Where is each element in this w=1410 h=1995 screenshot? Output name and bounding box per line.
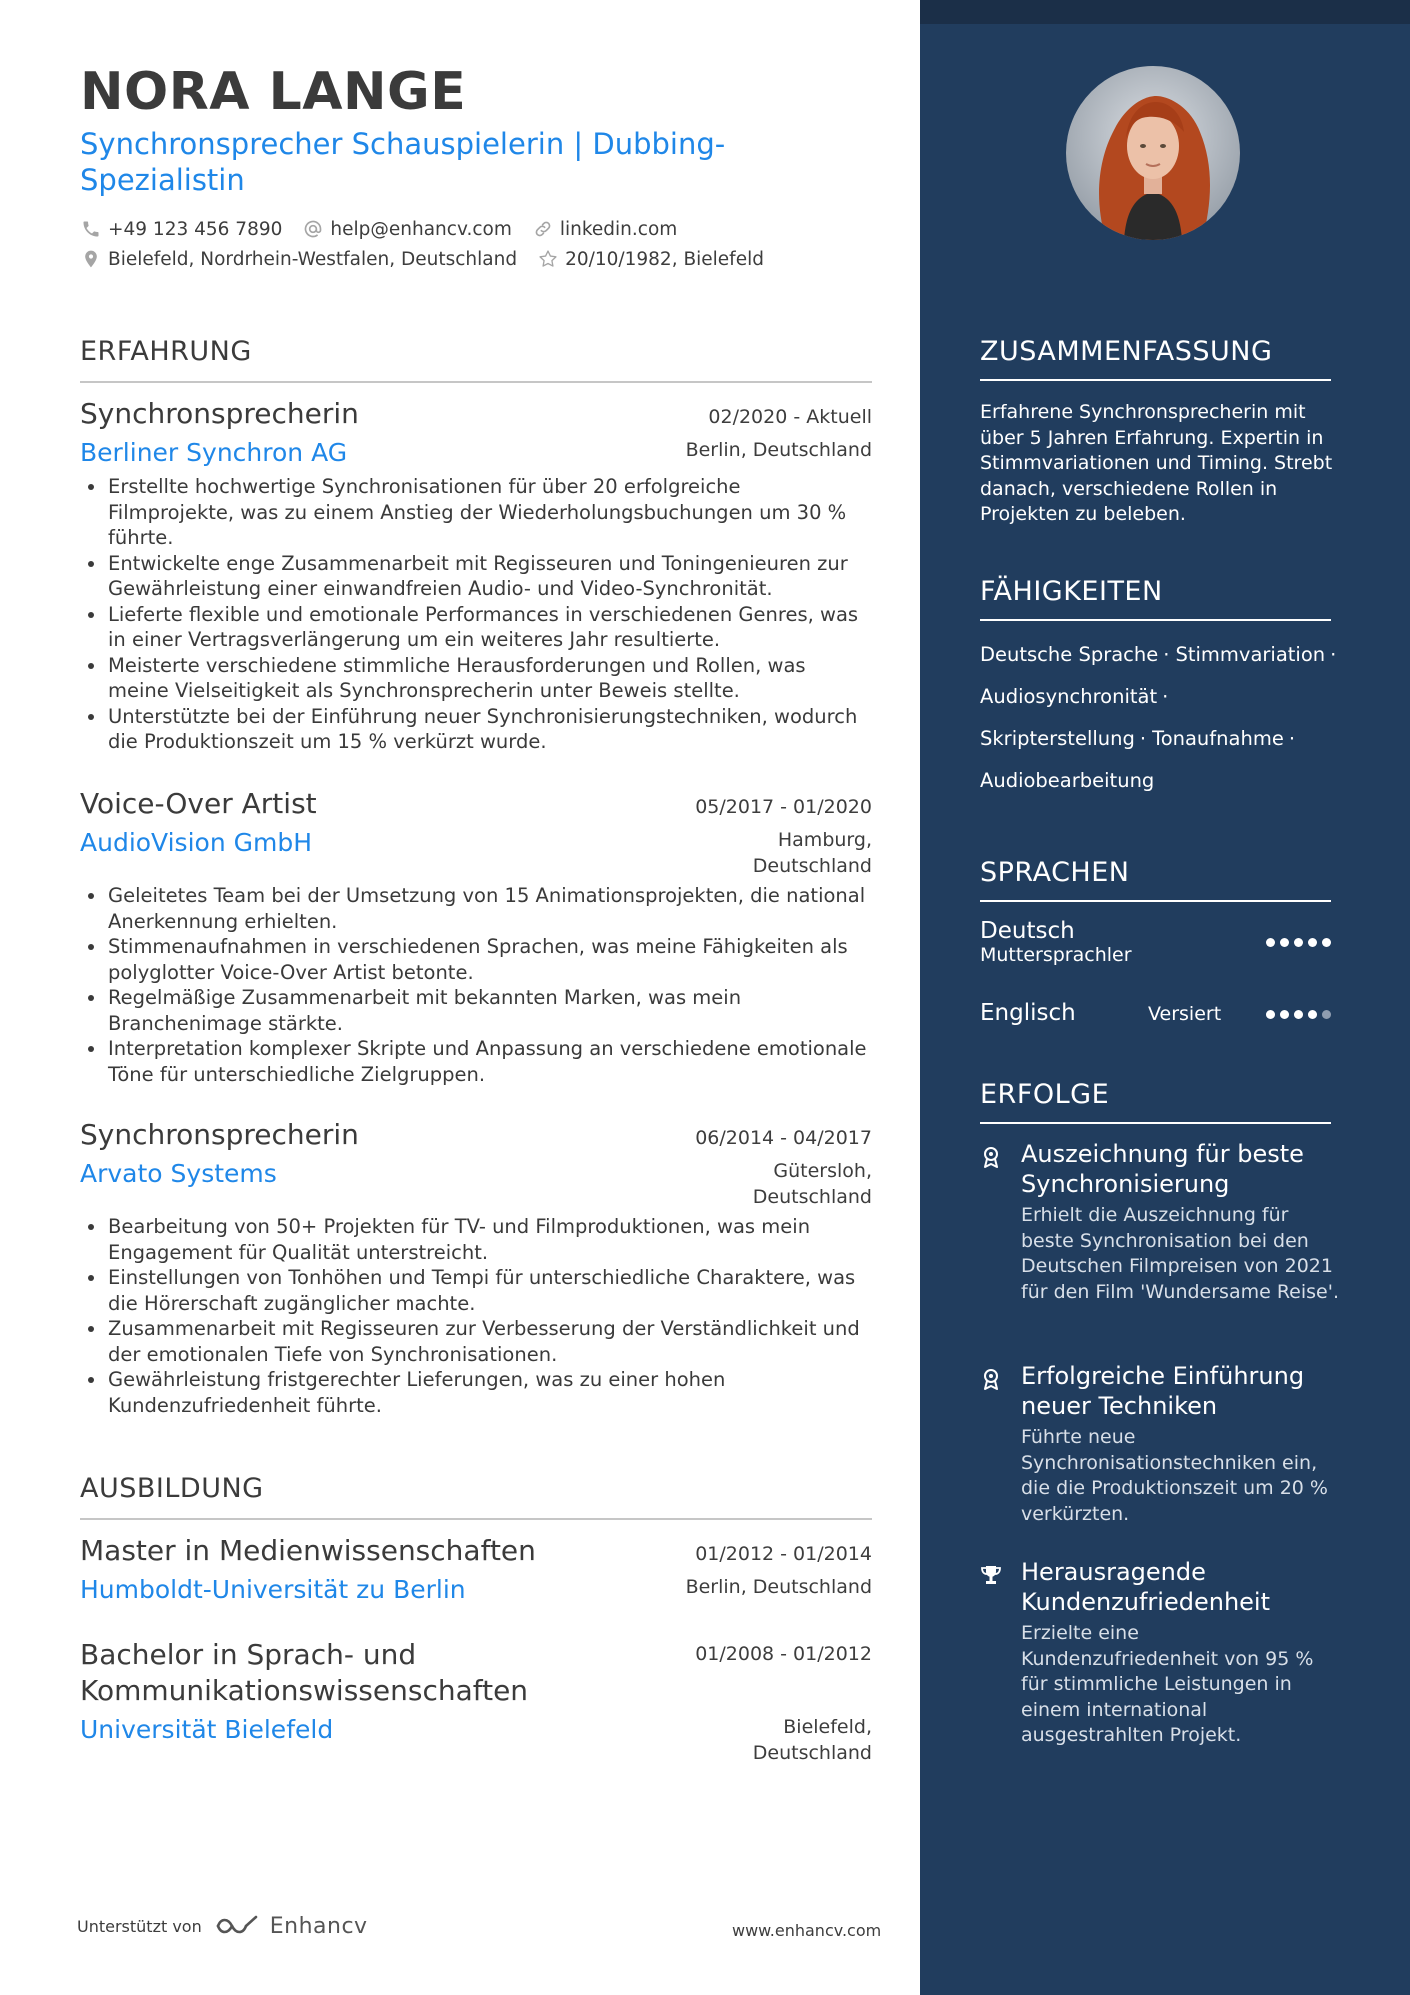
skills-line	[980, 718, 1360, 760]
birth-item	[537, 248, 764, 270]
rating-dot	[1322, 938, 1331, 947]
education-date: 01/2012 - 01/2014	[695, 1543, 872, 1565]
job-role: Synchronsprecherin	[80, 1118, 359, 1151]
language-level: Versiert	[1148, 1003, 1222, 1025]
linkedin-text[interactable]: linkedin.com	[559, 218, 678, 240]
skills-title: FÄHIGKEITEN	[980, 576, 1331, 621]
bullet-item: Unterstützte bei der Einführung neuer Synchronisierungstechniken, wodurch die Produktionszeit um 15 % verkürzt wurde.	[80, 704, 872, 755]
candidate-name: NORA LANGE	[80, 62, 467, 122]
summary-text: Erfahrene Synchronsprecherin mit über 5 Jahren Erfahrung. Expertin in Stimmvariationen und Timing. Strebt danach, verschiedene Rollen in Projekten zu beleben.	[980, 401, 1333, 525]
degree-line: Bachelor in Sprach- und	[80, 1638, 417, 1671]
birth-text: 20/10/1982, Bielefeld	[565, 248, 764, 270]
company-name[interactable]: AudioVision GmbH	[80, 828, 313, 857]
achievement-item	[980, 1557, 1340, 1749]
phone-icon	[80, 218, 102, 240]
education-location	[753, 1713, 872, 1766]
language-item-englisch	[980, 1000, 1331, 1032]
company-name[interactable]: Arvato Systems	[80, 1159, 277, 1188]
skill-item: Skripterstellung ·	[980, 727, 1147, 750]
job-bullets	[80, 1214, 872, 1418]
education-location-line: Bielefeld,	[783, 1716, 872, 1738]
bullet-item: Bearbeitung von 50+ Projekten für TV- und Filmproduktionen, was mein Engagement für Qualität unterstreicht.	[80, 1214, 872, 1265]
experience-title: ERFAHRUNG	[80, 336, 872, 383]
rating-dot	[1294, 1010, 1303, 1019]
job-bullets	[80, 474, 872, 755]
language-name: Englisch	[980, 1000, 1076, 1026]
bullet-item: Zusammenarbeit mit Regisseuren zur Verbesserung der Verständlichkeit und der emotionalen Tiefe von Synchronisationen.	[80, 1316, 872, 1367]
bullet-item: Entwickelte enge Zusammenarbeit mit Regisseuren und Toningenieuren zur Gewährleistung einer einwandfreien Audio- und Video-Synchronität.	[80, 551, 872, 602]
headline: Synchronsprecher Schauspielerin | Dubbing-Spezialistin	[80, 127, 726, 197]
languages-title: SPRACHEN	[980, 857, 1331, 902]
bullet-item: Einstellungen von Tonhöhen und Tempi für unterschiedliche Charaktere, was die Hörerschaft zugänglicher machte.	[80, 1265, 872, 1316]
achievement-item	[980, 1361, 1340, 1527]
job-location-line: Gütersloh,	[773, 1160, 872, 1182]
education-entry-1	[80, 1533, 872, 1607]
avatar	[1066, 66, 1240, 240]
job-bullets	[80, 883, 872, 1087]
email-text[interactable]: help@enhancv.com	[330, 218, 512, 240]
job-location	[753, 826, 872, 879]
rating-dot	[1308, 938, 1317, 947]
job-location	[753, 1157, 872, 1210]
skill-item: Deutsche Sprache ·	[980, 643, 1170, 666]
trophy-icon	[980, 1563, 1002, 1587]
experience-entry-3	[80, 1117, 872, 1418]
achievement-title: Erfolgreiche Einführung neuer Techniken	[1021, 1362, 1305, 1420]
language-item-deutsch	[980, 918, 1331, 974]
rating-dot	[1266, 938, 1275, 947]
education-location: Berlin, Deutschland	[685, 1576, 872, 1598]
job-role: Voice-Over Artist	[80, 787, 317, 820]
degree-name	[80, 1637, 528, 1709]
phone-text[interactable]: +49 123 456 7890	[108, 218, 283, 240]
rating-dot	[1322, 1010, 1331, 1019]
job-location-line: Deutschland	[752, 854, 872, 877]
job-location: Berlin, Deutschland	[685, 439, 872, 461]
job-location-line: Hamburg,	[777, 829, 872, 851]
sidebar-top-band	[920, 0, 1410, 24]
location-item	[80, 248, 517, 270]
bullet-item: Erstellte hochwertige Synchronisationen für über 20 erfolgreiche Filmprojekte, was zu einem Anstieg der Wiederholungsbuchungen um 30 % führte.	[80, 474, 872, 551]
education-title: AUSBILDUNG	[80, 1473, 872, 1520]
bullet-item: Geleitetes Team bei der Umsetzung von 15 Animationsprojekten, die national Anerkennung erhielten.	[80, 883, 872, 934]
contact-row-1	[80, 218, 697, 240]
award-icon	[980, 1367, 1002, 1391]
school-name[interactable]: Humboldt-Universität zu Berlin	[80, 1575, 466, 1604]
brand-name: Enhancv	[269, 1913, 368, 1939]
skill-item: Stimmvariation ·	[1175, 643, 1337, 666]
achievement-title: Auszeichnung für beste Synchronisierung	[1021, 1140, 1304, 1198]
powered-by-text: Unterstützt von	[77, 1916, 202, 1936]
language-level: Muttersprachler	[980, 944, 1132, 966]
skill-item: Tonaufnahme ·	[1152, 727, 1296, 750]
linkedin-item	[532, 218, 677, 240]
summary-title: ZUSAMMENFASSUNG	[980, 336, 1331, 381]
rating-dot	[1294, 938, 1303, 947]
skills-line	[980, 634, 1360, 676]
bullet-item: Lieferte flexible und emotionale Performances in verschiedenen Genres, was in einer Vertragsverlängerung um ein weiteres Jahr resultierte.	[80, 602, 872, 653]
experience-entry-1	[80, 396, 872, 755]
achievement-item	[980, 1139, 1340, 1305]
job-date: 05/2017 - 01/2020	[695, 796, 872, 818]
contact-row-2	[80, 248, 784, 270]
education-location-line: Deutschland	[752, 1741, 872, 1764]
footer-website[interactable]: www.enhancv.com	[732, 1921, 882, 1940]
at-icon	[302, 218, 324, 240]
rating-dot	[1308, 1010, 1317, 1019]
rating-dot	[1280, 938, 1289, 947]
bullet-item: Gewährleistung fristgerechter Lieferungen, was zu einer hohen Kundenzufriedenheit führte.	[80, 1367, 872, 1418]
footer-powered-by	[77, 1913, 368, 1939]
rating-dot	[1266, 1010, 1275, 1019]
job-date: 02/2020 - Aktuell	[708, 406, 872, 428]
email-item	[302, 218, 511, 240]
achievement-desc: Erhielt die Auszeichnung für beste Synchronisation bei den Deutschen Filmpreisen von 2021 für den Film 'Wundersame Reise'.	[1021, 1204, 1339, 1303]
bullet-item: Regelmäßige Zusammenarbeit mit bekannten Marken, was mein Branchenimage stärkte.	[80, 985, 872, 1036]
rating-dot	[1280, 1010, 1289, 1019]
school-name[interactable]: Universität Bielefeld	[80, 1715, 334, 1744]
language-name: Deutsch	[980, 918, 1075, 944]
achievement-desc: Führte neue Synchronisationstechniken ein, die die Produktionszeit um 20 % verkürzten.	[1021, 1426, 1328, 1525]
location-text: Bielefeld, Nordrhein-Westfalen, Deutschland	[108, 248, 518, 270]
skills-line	[980, 760, 1360, 802]
achievement-desc: Erzielte eine Kundenzufriedenheit von 95 % für stimmliche Leistungen in einem international ausgestrahlten Projekt.	[1021, 1622, 1314, 1746]
skills-line	[980, 676, 1360, 718]
avatar-portrait-icon	[1066, 66, 1240, 240]
job-role: Synchronsprecherin	[80, 397, 359, 430]
language-rating	[1261, 1010, 1331, 1019]
location-pin-icon	[80, 248, 102, 270]
language-rating	[1261, 938, 1331, 947]
enhancv-logo-icon	[214, 1913, 262, 1939]
award-icon	[980, 1145, 1002, 1169]
skill-item: Audiosynchronität ·	[980, 685, 1169, 708]
bullet-item: Stimmenaufnahmen in verschiedenen Sprachen, was meine Fähigkeiten als polyglotter Voice-Over Artist betonte.	[80, 934, 872, 985]
degree-name: Master in Medienwissenschaften	[80, 1534, 536, 1567]
phone-item	[80, 218, 282, 240]
brand-logo[interactable]	[214, 1913, 368, 1939]
job-date: 06/2014 - 04/2017	[695, 1127, 872, 1149]
education-date: 01/2008 - 01/2012	[695, 1643, 872, 1665]
skills-list	[980, 634, 1360, 802]
company-name[interactable]: Berliner Synchron AG	[80, 438, 348, 467]
star-icon	[537, 248, 559, 270]
experience-entry-2	[80, 786, 872, 1087]
achievement-title: Herausragende Kundenzufriedenheit	[1021, 1558, 1270, 1616]
bullet-item: Meisterte verschiedene stimmliche Herausforderungen und Rollen, was meine Vielseitigkeit als Synchronsprecherin unter Beweis stellte.	[80, 653, 872, 704]
job-location-line: Deutschland	[752, 1185, 872, 1208]
bullet-item: Interpretation komplexer Skripte und Anpassung an verschiedene emotionale Töne für unterschiedliche Zielgruppen.	[80, 1036, 872, 1087]
skill-item: Audiobearbeitung	[980, 769, 1155, 792]
education-entry-2	[80, 1637, 872, 1766]
link-icon	[532, 218, 554, 240]
achievements-title: ERFOLGE	[980, 1079, 1331, 1124]
degree-line: Kommunikationswissenschaften	[80, 1674, 529, 1707]
